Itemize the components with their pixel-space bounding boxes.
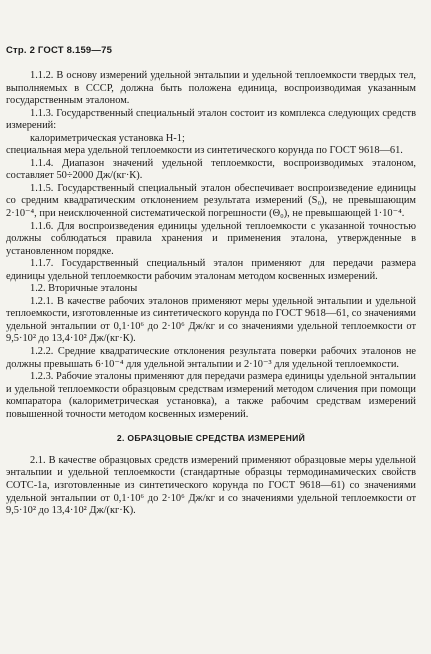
list-item-calorimeter: калориметрическая установка Н-1;: [30, 132, 185, 144]
paragraph-1-1-4: 1.1.4. Диапазон значений удельной теплоемкости, воспроизводимых эталоном, составляет 50÷2000 Дж/(кг·К).: [6, 157, 416, 182]
paragraph-1-1-7: 1.1.7. Государственный специальный эталон применяют для передачи размера единицы удельной теплоемкости рабочим эталонам методом косвенных измерений.: [6, 258, 416, 282]
document-body: [6, 70, 416, 518]
page-header: Стр. 2 ГОСТ 8.159—75: [6, 45, 113, 56]
section-title: 2. ОБРАЗЦОВЫЕ СРЕДСТВА ИЗМЕРЕНИЙ: [116, 433, 306, 444]
paragraph-1-2-3: 1.2.3. Рабочие эталоны применяют для передачи размера единицы удельной энтальпии и удельной теплоемкости образцовым средствам измерений методом сличения при помощи компаратора (калориметрическая установка), а также рабочим средствам измерений повышенной точности методом косвенных измерений.: [6, 371, 416, 420]
paragraph-1-1-6: 1.1.6. Для воспроизведения единицы удельной теплоемкости с указанной точностью должны соблюдаться правила хранения и применения эталона, утвержденные в установленном порядке.: [6, 220, 416, 257]
paragraph-1-1-3: 1.1.3. Государственный специальный эталон состоит из комплекса следующих средств измерений:: [6, 107, 416, 132]
paragraph-1-2-1: 1.2.1. В качестве рабочих эталонов применяют меры удельной энтальпии и удельной теплоемкости, изготовленные из синтетического корунда по ГОСТ 9618—61, со значениями удельной энтальпии от 0,1·10⁶ до 2·10⁶ Дж/кг и со значениями удельной теплоемкости от 9,5·10² до 13,4·10² Дж/(кг·К).: [6, 295, 416, 345]
list-item-measure: специальная мера удельной теплоемкости из синтетического корунда по ГОСТ 9618—61.: [6, 145, 403, 157]
paragraph-1-1-5: 1.1.5. Государственный специальный эталон обеспечивает воспроизведение единицы со средним квадратическим отклонением результата измерений (S₀), не превышающим 2·10⁻⁴, при неисключенной систематической погрешности (Θ₀), не превышающей 1·10⁻⁴.: [6, 182, 416, 220]
paragraph-2-1: 2.1. В качестве образцовых средств измерений применяют образцовые меры удельной энтальпии и удельной теплоемкости (стандартные образцы термодинамических свойств СОТС-1а, изготовленные из синтетического корунда по ГОСТ 9618—61) со значениями удельной энтальпии от 0,1·10⁶ до 2·10⁶ Дж/кг и со значениями удельной теплоемкости от 9,5·10² до 13,4·10² Дж/(кг·К).: [6, 454, 416, 517]
subsection-heading-1-2: 1.2. Вторичные эталоны: [30, 283, 138, 295]
paragraph-1-1-2: 1.1.2. В основу измерений удельной энтальпии и удельной теплоемкости твердых тел, выполняемых в СССР, должна быть положена единица, воспроизводимая указанным государственным эталоном.: [6, 70, 416, 107]
paragraph-1-2-2: 1.2.2. Средние квадратические отклонения результата поверки рабочих эталонов не должны превышать 6·10⁻⁴ для удельной энтальпии и 2·10⁻³ для удельной теплоемкости.: [6, 346, 416, 370]
